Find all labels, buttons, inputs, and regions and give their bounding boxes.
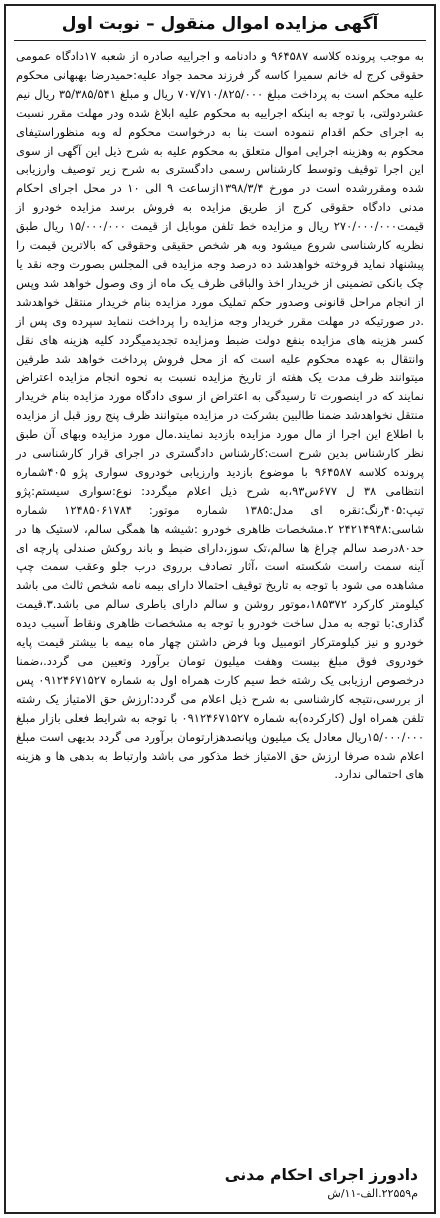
notice-footer: [16, 1160, 424, 1204]
notice-title: آگهی مزایده اموال منقول – نوبت اول: [14, 12, 426, 41]
auction-notice: [4, 4, 436, 1214]
signature: دادورز اجرای احکام مدنی: [224, 1166, 418, 1184]
notice-code: م۲۲۵۵۹.الف-۱۱/ش: [327, 1187, 418, 1200]
notice-body: به موجب پرونده کلاسه ۹۶۴۵۸۷ و دادنامه و اجراییه صادره از شعبه ۱۷دادگاه عمومی حقوقی کرج له خانم سمیرا کاسه گر فرزند محمد جواد علیه:حمیدرضا بهبهانی محکوم علیه محکم است به پرداخت مبلغ ۷۰۷/۷۱۰/۸۲۵/۰۰۰ ریال و مبلغ ۳۵/۳۸۵/۵۴۱ ریال نیم عشردولتی، با توجه به اینکه اجراییه به محکوم علیه ابلاغ شده ودر مهلت مقرر نسبت به اجرای حکم اقدام ننموده است بنا به درخواست محکوم له وبه منظوراستیفای محکوم به وهزینه اجرایی اموال متعلق به محکوم علیه به شرح ذیل این آگهی از سوی این اجرا توقیف وتوسط کارشناس رسمی دادگستری به شرح زیر توصیف وارزیابی شده ومقررشده است در مورخ ۱۳۹۸/۳/۴ازساعت ۹ الی ۱۰ در محل اجرای احکام مدنی دادگاه حقوقی کرج از طریق مزایده به فروش برسد مزایده خودرو از قیمت۲۷۰/۰۰۰/۰۰۰ ریال و مزایده خط تلفن موبایل از قیمت ۱۵/۰۰۰/۰۰۰ ریال طبق نظریه کارشناسی شروع میشود وبه هر شخص حقیقی وحقوقی که بالاترین قیمت را پیشنهاد نماید فروخته خواهدشد ده درصد وجه مزایده فی المجلس بصورت وجه نقد یا چک بانکی تضمینی از خریدار اخذ والباقی ظرف یک ماه از وی وصول خواهد شد وپس از انجام مراحل قانونی وصدور حکم تملیک مورد مزایده بنام خریدار منتقل خواهدشد .در صورتیکه در مهلت مقرر خریدار وجه مزایده را پرداخت ننماید سپرده وی پس از کسر هزینه های مزایده بنفع دولت ضبط ومزایده تجدیدمیگردد کلیه هزینه های نقل وانتقال به عهده محکوم علیه است که از محل فروش پرداخت خواهد شد طرفین میتوانند ظرف مدت یک هفته از تاریخ مزایده نسبت به نحوه انجام مزایده اعتراض نمایند که در اینصورت تا رسیدگی به اعتراض از سوی دادگاه مورد مزایده بنام خریدار منتقل نخواهدشد ضمنا طالبین بشرکت در مزایده میتوانند ظرف پنج روز قبل از مزایده با اطلاع این اجرا از مال مورد مزایده بازدید نمایند.مال مورد مزایده وبهای آن طبق نظر کارشناس بدین شرح است:کارشناس دادگستری در اجرای قرار کارشناسی در پرونده کلاسه ۹۶۴۵۸۷ با موضوع بازدید وارزیابی خودروی سواری پژو ۴۰۵شماره انتظامی ۳۸ ل ۶۷۷س۹۳،به شرح ذیل اعلام میگردد: نوع:سواری سیستم:پژو تیپ:۴۰۵رنگ:نقره ای مدل:۱۳۸۵ شماره موتور: ۱۲۴۸۵۰۶۱۷۸۴ شماره شاسی:۲۴۲۱۴۹۴۸ ۲.مشخصات ظاهری خودرو :شیشه ها همگی سالم، لاستیک ها در حد۸۰درصد سالم چراغ ها سالم،تک سوز،دارای ضبط و باند روکش صندلی پارچه ای آینه سمت راست شکسته است ،آثار تصادف برروی درب جلو وعقب سمت چپ مشاهده می شود با توجه به تاریخ توقیف احتمالا دارای بیمه نامه شخص ثالث می باشد کیلومتر کارکرد ۱۸۵۳۷۲،موتور روشن و سالم دارای باطری سالم می باشد.۳.قیمت گذاری:با توجه به مدل ساخت خودرو با توجه به مشخصات ظاهری ونقاط آسیب دیده خودرو و نیز کیلومترکار اتومبیل وبا فرض داشتن چهار ماه بیمه با بیشتر قیمت پایه خودروی فوق مبلغ بیست وهفت میلیون تومان برآورد وتعیین می گردد.،ضمنا درخصوص ارزیابی یک رشته خط سیم کارت همراه اول به شماره ۰۹۱۲۴۶۷۱۵۲۷ پس از بررسی،نتیجه کارشناسی به شرح ذیل اعلام می گردد:ارزش حق الامتیاز یک رشته تلفن همراه اول (کارکرده)به شماره ۰۹۱۲۴۶۷۱۵۲۷ با توجه به شرایط فعلی بازار مبلغ ۱۵/۰۰۰/۰۰۰ریال معادل یک میلیون وپانصدهزارتومان برآورد می گردد بدیهی است مبلغ اعلام شده صرفا ارزش حق الامتیاز خط مذکور می باشد وارتباط به بدهی ها و هزینه های احتمالی ندارد.: [16, 49, 425, 782]
